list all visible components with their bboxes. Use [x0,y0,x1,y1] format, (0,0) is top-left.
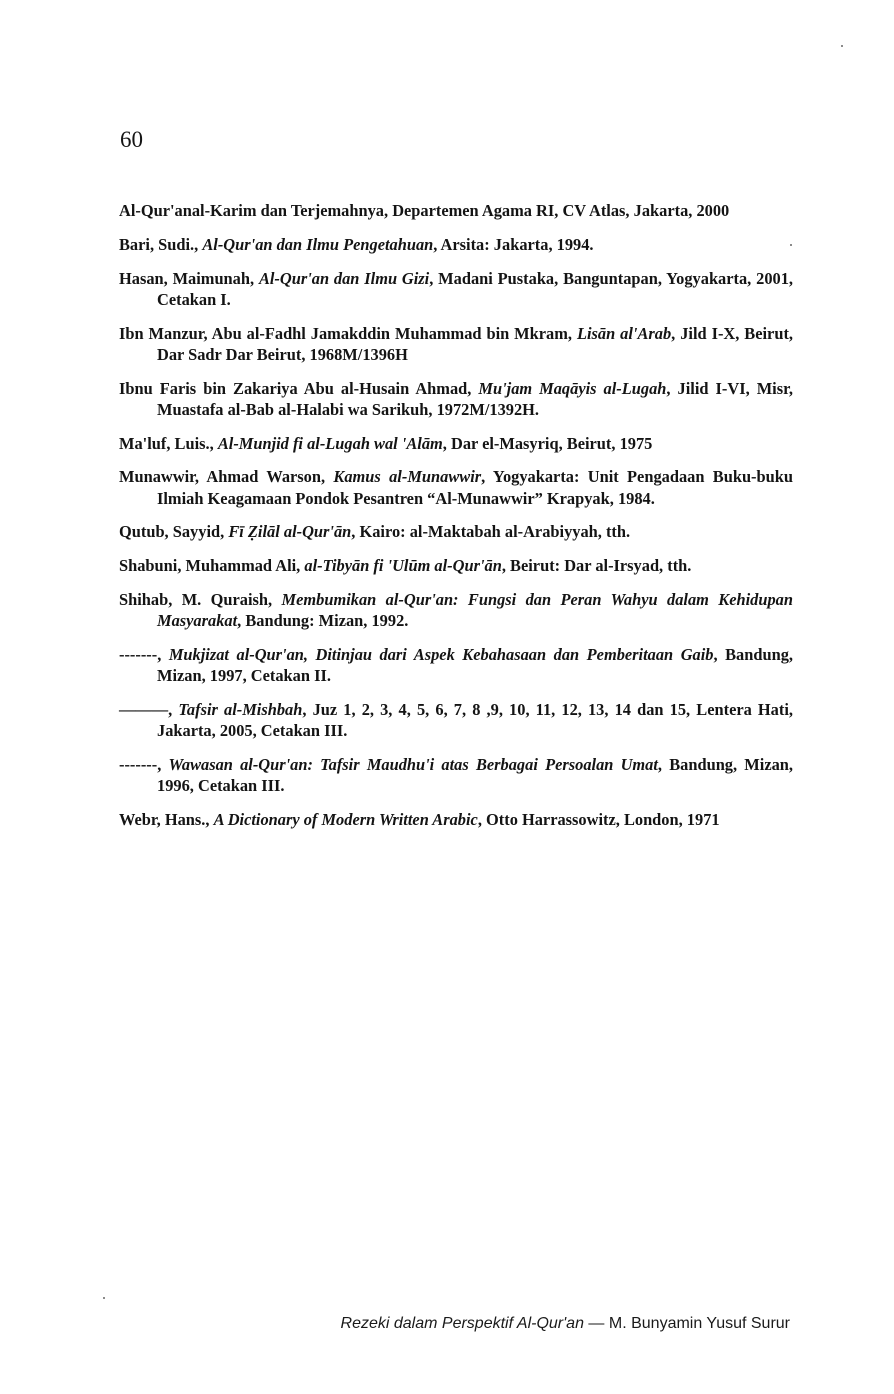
entry-author-text: Ibn Manzur, Abu al-Fadhl Jamakddin Muhammad bin Mkram, [119,323,577,343]
entry-author-text: Qutub, Sayyid, [119,522,229,542]
entry-author-text: -------, [119,754,169,774]
entry-title: Kamus al-Munawwir [333,467,482,487]
bibliography-entry [119,555,793,576]
entry-author-text: Shabuni, Muhammad Ali, [119,556,305,576]
entry-title: Tafsir al-Mishbah [178,699,303,719]
entry-title: al-Tibyān fi 'Ulūm al-Qur'ān [304,556,502,576]
entry-author-text: Bari, Sudi., [119,234,203,254]
entry-publication-text: , Madani Pustaka, Banguntapan, Yogyakarta, 2001, Cetakan I. [157,268,794,309]
entry-author-text: Hasan, Maimunah, [119,268,259,288]
entry-title: Al-Qur'an dan Ilmu Pengetahuan [202,234,434,254]
entry-author-text: Ibnu Faris bin Zakariya Abu al-Husain Ahmad, [119,378,479,398]
entry-publication-text: , Beirut: Dar al-Irsyad, tth. [501,556,692,576]
entry-title: Fī Ẓilāl al-Qur'ān [228,522,352,542]
footer-author: M. Bunyamin Yusuf Surur [608,1315,790,1332]
entry-author-text: Munawwir, Ahmad Warson, [119,467,334,487]
footer-separator: — [583,1315,609,1332]
entry-publication-text: , Bandung, Mizan, 1997, Cetakan II. [157,644,793,686]
bibliography-entry [119,589,793,631]
entry-author-text: Ma'luf, Luis., [119,433,218,453]
entry-publication-text: , Otto Harrassowitz, London, 1971 [477,809,720,829]
entry-author-text: Webr, Hans., [119,809,214,829]
entry-publication-text: , Jilid I-VI, Misr, Muastafa al-Bab al-Halabi wa Sarikuh, 1972M/1392H. [157,378,793,419]
page-number: 60 [120,127,143,152]
entry-author-text: Al-Qur'anal-Karim dan Terjemahnya, Departemen Agama RI, CV Atlas, Jakarta, 2000 [119,201,730,220]
bibliography-entry [119,433,793,454]
entry-publication-text: , Yogyakarta: Unit Pengadaan Buku-buku Ilmiah Keagamaan Pondok Pesantren “Al-Munawwir” Krapyak, 1984. [157,467,793,508]
bibliography-entry [119,323,793,365]
entry-title: Mu'jam Maqāyis al-Lugah [478,378,667,398]
entry-publication-text: , Bandung: Mizan, 1992. [237,611,409,631]
bibliography-entry [119,268,793,310]
bibliography-entry [119,809,793,830]
entry-author-text: -------, [119,644,169,664]
entry-title: Lisān al'Arab [576,323,672,343]
bibliography-entry [119,466,793,508]
footer-book-title: Rezeki dalam Perspektif Al-Qur'an [340,1315,584,1332]
entry-publication-text: , Jild I-X, Beirut, Dar Sadr Dar Beirut, 1968M/1396H [157,323,794,364]
entry-title: Mukjizat al-Qur'an, Ditinjau dari Aspek Kebahasaan dan Pemberitaan Gaib [168,644,714,664]
entry-publication-text: , Juz 1, 2, 3, 4, 5, 6, 7, 8 ,9, 10, 11, 12, 13, 14 dan 15, Lentera Hati, Jakarta, 2005, Cetakan III. [157,699,793,741]
bibliography-entry [119,754,793,796]
entry-author-text: Shihab, M. Quraish, [119,589,282,609]
entry-publication-text: , Kairo: al-Maktabah al-Arabiyyah, tth. [351,522,631,542]
bibliography-entry [119,644,793,686]
bibliography-entry [119,234,793,255]
bibliography-entry [119,521,793,542]
entry-title: Al-Munjid fi al-Lugah wal 'Alām [217,433,443,453]
running-footer [341,1314,790,1334]
bibliography-entry [119,200,793,221]
entry-title: Al-Qur'an dan Ilmu Gizi [258,268,430,288]
bibliography-list [119,200,793,843]
entry-title: A Dictionary of Modern Written Arabic [213,809,478,829]
bibliography-entry [119,378,793,420]
entry-publication-text: , Arsita: Jakarta, 1994. [433,234,594,254]
entry-title: Membumikan al-Qur'an: Fungsi dan Peran Wahyu dalam Kehidupan Masyarakat [157,589,793,631]
entry-author-text: ———, [119,699,179,719]
entry-publication-text: , Dar el-Masyriq, Beirut, 1975 [442,433,653,453]
bibliography-entry [119,699,793,741]
entry-publication-text: , Bandung, Mizan, 1996, Cetakan III. [157,754,794,796]
entry-title: Wawasan al-Qur'an: Tafsir Maudhu'i atas Berbagai Persoalan Umat [168,754,658,774]
